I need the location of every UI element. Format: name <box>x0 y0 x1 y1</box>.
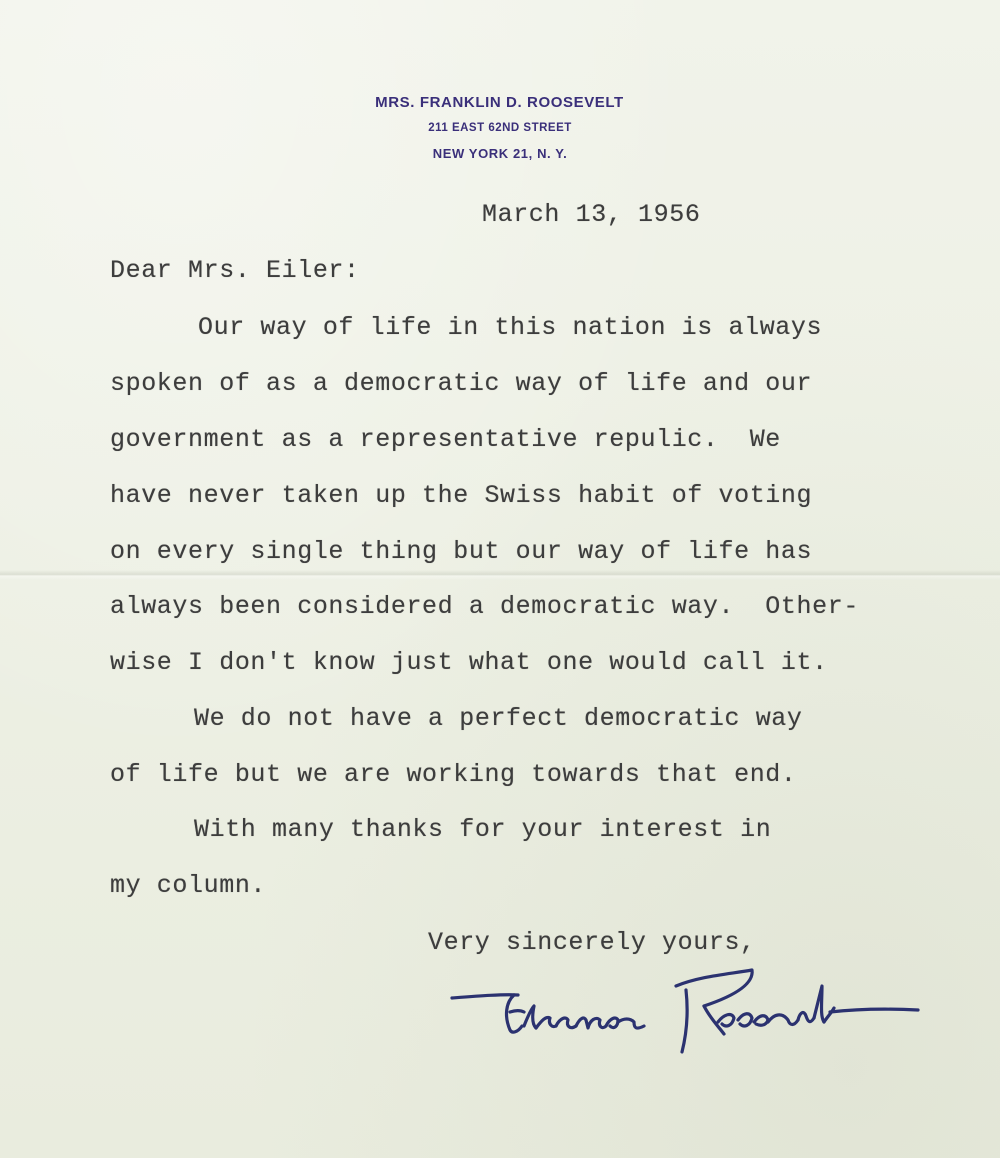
body-line: Our way of life in this nation is always <box>198 313 823 342</box>
body-line: government as a representative repulic. We <box>110 425 781 454</box>
body-line: of life but we are working towards that end. <box>110 760 797 789</box>
letterhead-street: 211 EAST 62ND STREET <box>428 122 572 134</box>
body-line: wise I don't know just what one would call it. <box>110 648 828 677</box>
body-line: always been considered a democratic way. Other- <box>110 592 859 621</box>
body-line: spoken of as a democratic way of life and our <box>110 369 813 398</box>
salutation: Dear Mrs. Eiler: <box>110 256 360 285</box>
letterhead-name: MRS. FRANKLIN D. ROOSEVELT <box>375 94 624 111</box>
letterhead-city: NEW YORK 21, N. Y. <box>432 146 568 161</box>
letter-date: March 13, 1956 <box>482 200 701 229</box>
body-line: on every single thing but our way of life has <box>110 537 813 566</box>
paper-fold-crease <box>0 570 1000 580</box>
body-line: my column. <box>110 871 267 900</box>
handwritten-signature <box>448 960 928 1060</box>
body-line: With many thanks for your interest in <box>194 815 772 844</box>
body-line: have never taken up the Swiss habit of voting <box>110 481 813 510</box>
body-line: We do not have a perfect democratic way <box>194 704 803 733</box>
closing: Very sincerely yours, <box>428 928 756 957</box>
